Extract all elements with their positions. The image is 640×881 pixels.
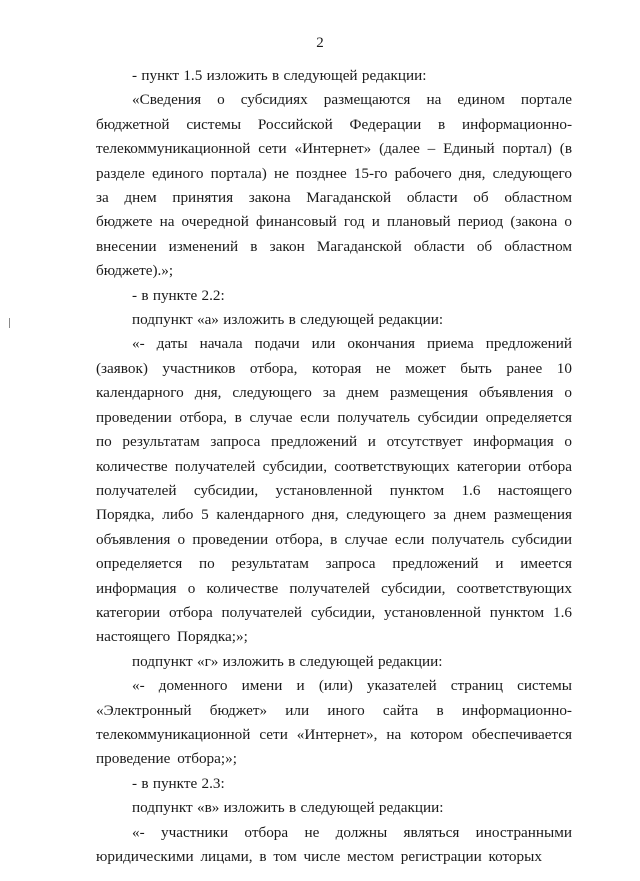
paragraph-subsidy-info-publication: «Сведения о субсидиях размещаются на едином портале бюджетной системы Российской Федерации в информационно-телекоммуникационной сети «Интернет» (далее – Единый портал) (в разделе единого портала) не позднее 15-го рабочего дня, следующего за днем принятия закона Магаданской области об областном бюджете на очередной финансовый год и плановый период (закона о внесении изменений в закон Магаданской области об областном бюджете).»; bbox=[96, 91, 572, 280]
document-body bbox=[96, 64, 572, 869]
paragraph-foreign-entities: «- участники отбора не должны являться иностранными юридическими лицами, в том числе местом регистрации которых bbox=[96, 823, 572, 865]
paragraph-subitem-g-heading: подпункт «г» изложить в следующей редакции: bbox=[132, 652, 443, 670]
scan-margin-mark bbox=[9, 318, 10, 328]
page-number: 2 bbox=[316, 35, 324, 51]
paragraph-subitem-a-heading: подпункт «а» изложить в следующей редакции: bbox=[132, 311, 444, 329]
paragraph-domain-name: «- доменного имени и (или) указателей страниц системы «Электронный бюджет» или иного сайта в информационно-телекоммуникационной сети «Интернет», на котором обеспечивается проведение отбора;»; bbox=[96, 677, 572, 768]
paragraph-subitem-v-heading: подпункт «в» изложить в следующей редакции: bbox=[132, 799, 444, 817]
paragraph-application-dates: «- даты начала подачи или окончания приема предложений (заявок) участников отбора, которая не может быть ранее 10 календарного дня, следующего за днем размещения объявления о проведении отбора, в случае если получатель субсидии определяется по результатам запроса предложений и отсутствует информация о количестве получателей субсидии, соответствующих категории отбора получателей субсидии, установленной пунктом 1.6 настоящего Порядка, либо 5 календарного дня, следующего за днем размещения объявления о проведении отбора, в случае если получатель субсидии определяется по результатам запроса предложений и имеется информация о количестве получателей субсидии, соответствующих категории отбора получателей субсидии, установленной пунктом 1.6 настоящего Порядка;»; bbox=[96, 335, 572, 646]
paragraph-item-2-2-heading: - в пункте 2.2: bbox=[132, 286, 225, 304]
paragraph-item-1-5-heading: - пункт 1.5 изложить в следующей редакции: bbox=[132, 67, 427, 84]
paragraph-item-2-3-heading: - в пункте 2.3: bbox=[132, 774, 225, 792]
